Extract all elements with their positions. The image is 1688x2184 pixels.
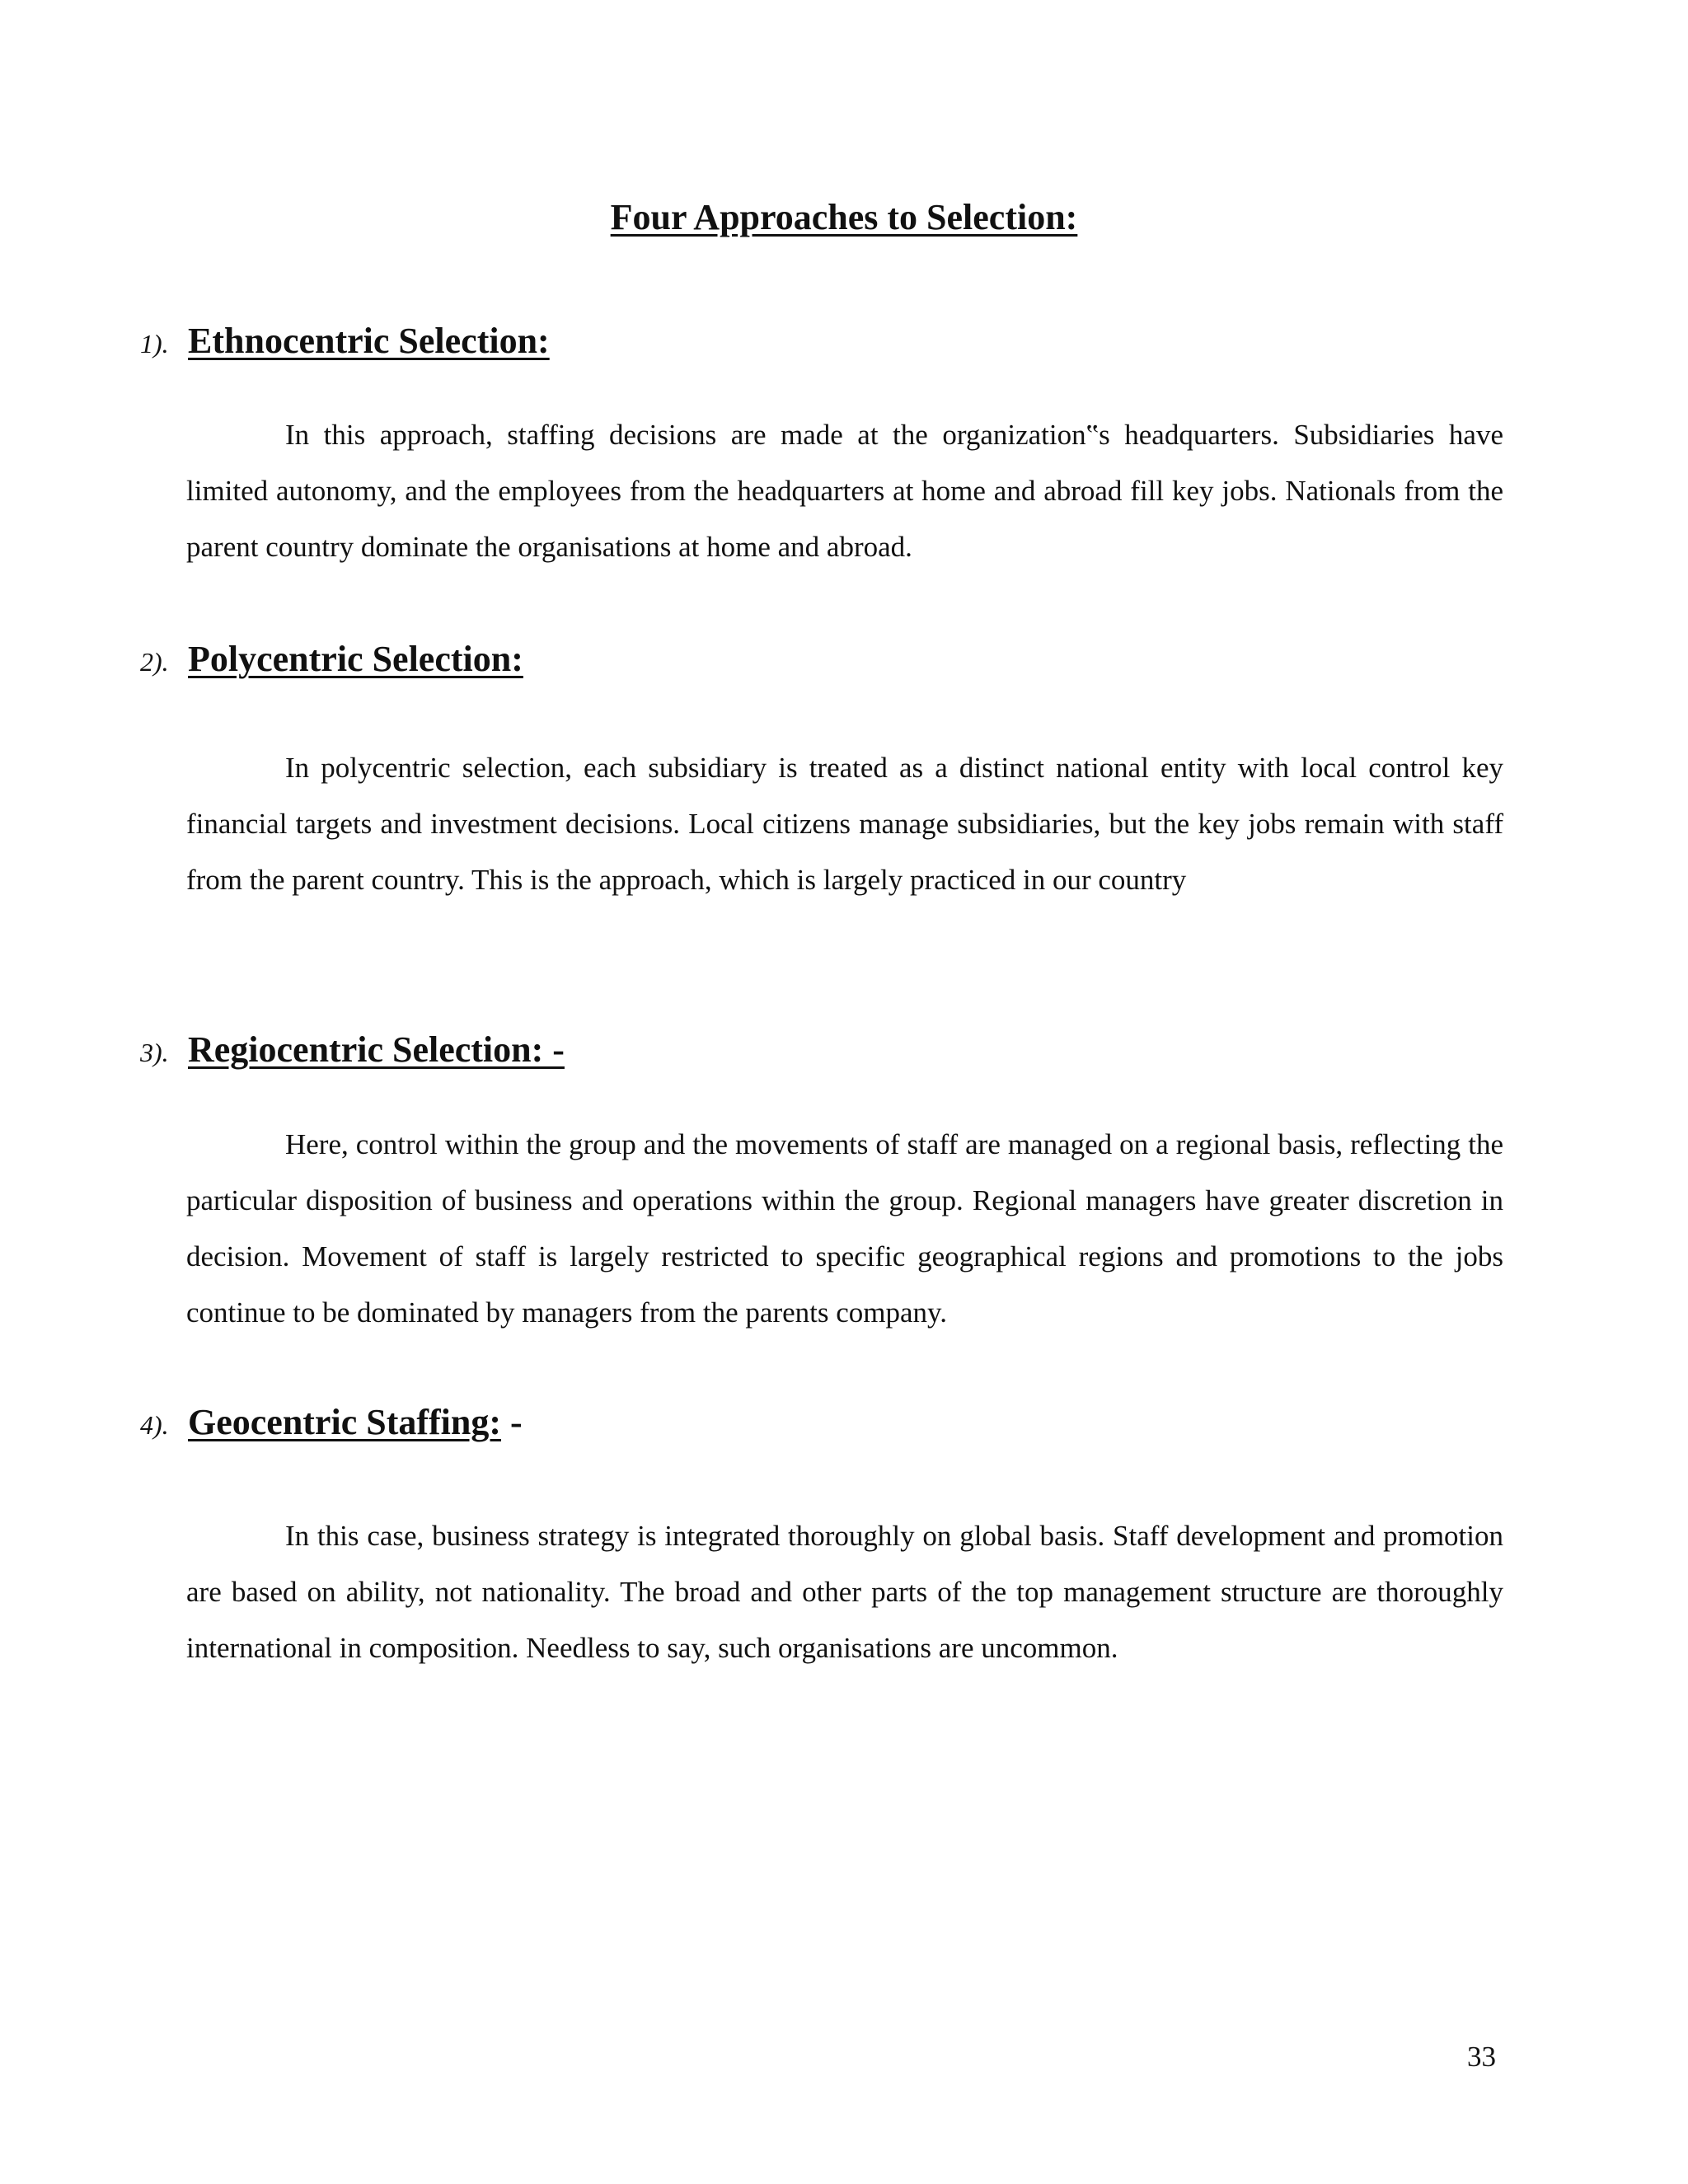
- page-number: 33: [1467, 2041, 1496, 2073]
- section-paragraph-ethnocentric: In this approach, staffing decisions are made at the organization‟s headquarters. Subsidiaries have limited autonomy, and the employees from the headquarters at home and abroad fill key jobs. Nationals from the parent country dominate the organisations at home and abroad.: [186, 419, 1503, 563]
- section-number: 1).: [140, 329, 169, 359]
- page-title: Four Approaches to Selection:: [610, 197, 1078, 237]
- section-title: Ethnocentric Selection:: [188, 321, 550, 361]
- section-heading-geocentric: [140, 1401, 523, 1443]
- section-title: Polycentric Selection:: [188, 639, 523, 679]
- section-paragraph-regiocentric: Here, control within the group and the movements of staff are managed on a regional basis, reflecting the particular disposition of business and operations within the group. Regional managers have greater discretion in decision. Movement of staff is largely restricted to specific geographical regions and promotions to the jobs continue to be dominated by managers from the parents company.: [186, 1128, 1503, 1329]
- section-heading-polycentric: [140, 638, 523, 680]
- section-number: 2).: [140, 647, 169, 677]
- section-number: 4).: [140, 1410, 169, 1440]
- section-suffix: -: [501, 1402, 523, 1442]
- section-heading-regiocentric: [140, 1029, 565, 1071]
- section-title: Geocentric Staffing:: [188, 1402, 501, 1442]
- section-paragraph-geocentric: In this case, business strategy is integrated thoroughly on global basis. Staff development and promotion are based on ability, not nationality. The broad and other parts of the top management structure are thoroughly international in composition. Needless to say, such organisations are uncommon.: [186, 1520, 1503, 1664]
- section-number: 3).: [140, 1038, 169, 1067]
- section-title: Regiocentric Selection: -: [188, 1029, 565, 1070]
- section-heading-ethnocentric: [140, 320, 550, 362]
- section-paragraph-polycentric: In polycentric selection, each subsidiary is treated as a distinct national entity with local control key financial targets and investment decisions. Local citizens manage subsidiaries, but the key jobs remain with staff from the parent country. This is the approach, which is largely practiced in our country: [186, 752, 1503, 896]
